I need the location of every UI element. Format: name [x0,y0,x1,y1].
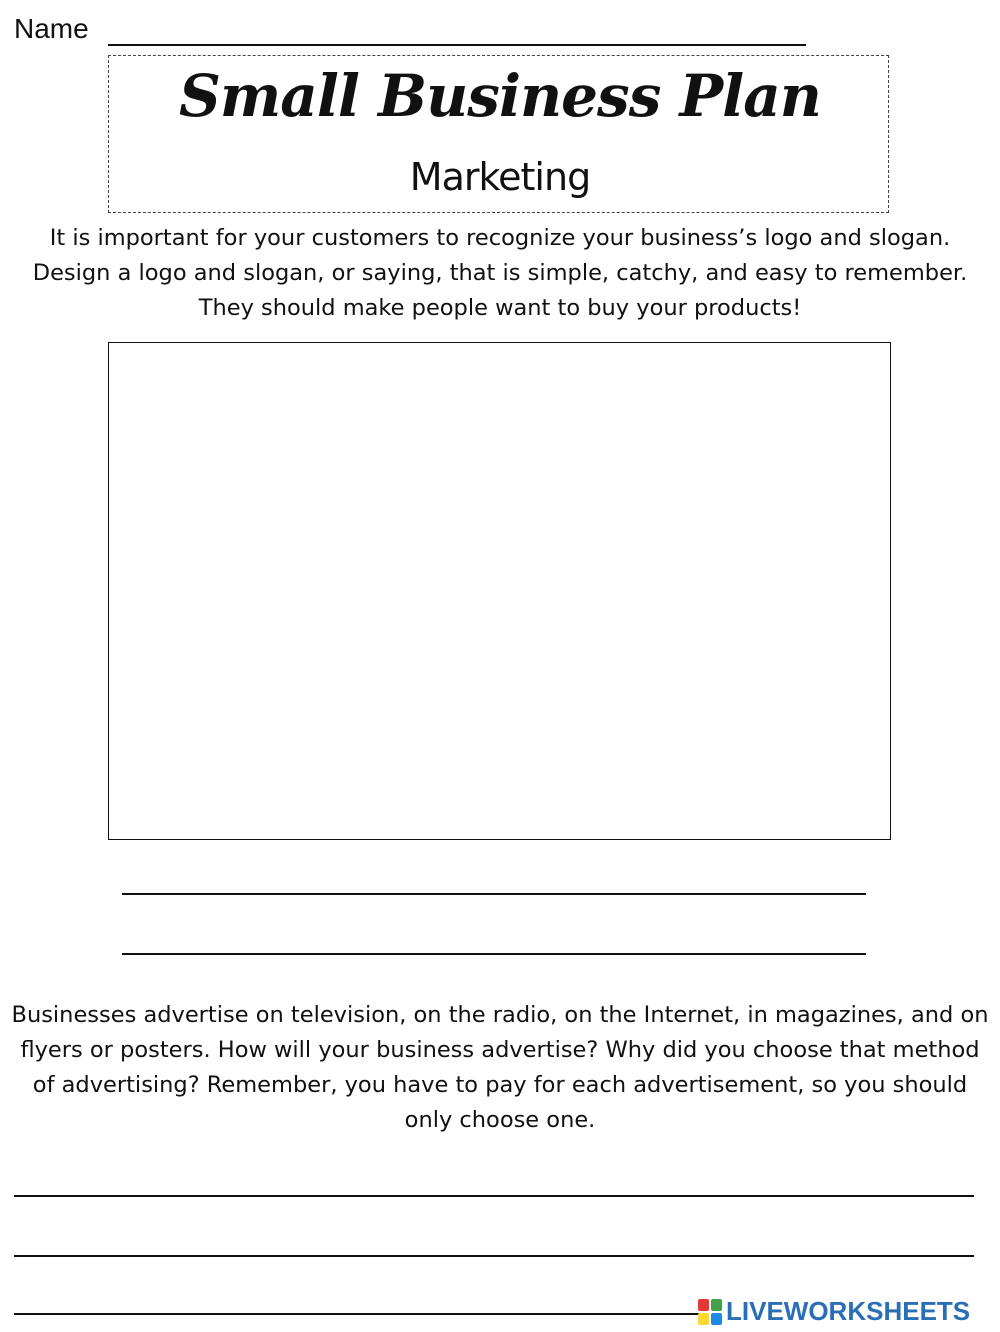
logo-instructions: It is important for your customers to recognize your business’s logo and slogan. Design a logo and slogan, or saying, that is simple, catchy, and easy to remember. They should make people want to buy your products! [32,225,968,321]
advertising-answer-line-2[interactable] [14,1255,974,1257]
slogan-answer-line-2[interactable] [122,953,866,955]
advertising-instructions: Businesses advertise on television, on the radio, on the Internet, in magazines, and on flyers or posters. How will your business advertise? Why did you choose that method of advertising? Remember, you have to pay for each advertisement, so you should only choose one. [11,1002,989,1133]
logo-square-green [711,1299,722,1311]
logo-drawing-area[interactable] [108,342,891,840]
logo-square-blue [711,1313,722,1325]
liveworksheets-watermark [698,1296,970,1327]
worksheet-subtitle: Marketing [409,155,591,199]
logo-square-red [698,1299,709,1311]
liveworksheets-logo-icon [698,1299,722,1325]
slogan-answer-line-1[interactable] [122,893,866,895]
name-input-line[interactable] [108,44,806,46]
advertising-answer-line-3[interactable] [14,1313,704,1315]
watermark-text: LIVEWORKSHEETS [726,1296,971,1326]
advertising-answer-line-1[interactable] [14,1195,974,1197]
logo-square-yellow [698,1313,709,1325]
worksheet-title: Small Business Plan [179,62,821,130]
name-label: Name [14,13,89,44]
name-row [14,12,89,46]
